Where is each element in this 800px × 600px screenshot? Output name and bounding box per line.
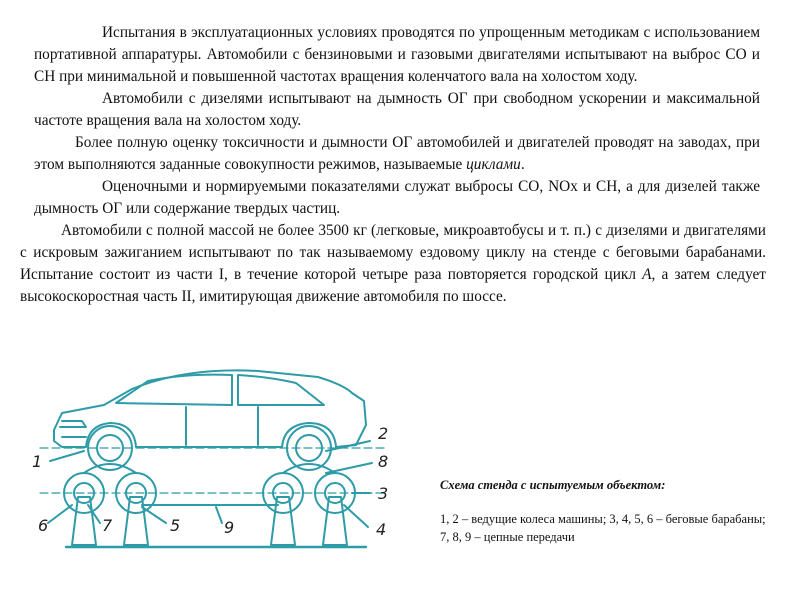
figure-caption bbox=[440, 476, 770, 546]
label-6: 6 bbox=[38, 516, 49, 535]
test-stand-diagram bbox=[26, 355, 416, 560]
caption-body: 1, 2 – ведущие колеса машины; 3, 4, 5, 6 – беговые барабаны; 7, 8, 9 – цепные передачи bbox=[440, 512, 766, 544]
label-2: 2 bbox=[378, 424, 389, 443]
label-9: 9 bbox=[224, 518, 235, 537]
label-8: 8 bbox=[378, 452, 389, 471]
paragraph-2: Автомобили с дизелями испытывают на дымность ОГ при свободном ускорении и максимальной частоте вращения вала на холостом ходу. bbox=[34, 90, 760, 129]
paragraph-5-end: , а затем следует высокоскоростная часть II, имитирующая движение автомобиля по шоссе. bbox=[20, 266, 766, 305]
car-windows bbox=[116, 375, 324, 405]
text-block bbox=[20, 22, 766, 308]
paragraph-5 bbox=[20, 220, 766, 308]
paragraph-3-emphasis: циклами bbox=[466, 156, 521, 173]
paragraph-4: Оценочными и нормируемыми показателями служат выбросы СО, NOx и СН, а для дизелей также дымность ОГ или содержание твердых частиц. bbox=[34, 178, 760, 217]
car-body-outline bbox=[54, 370, 366, 447]
label-7: 7 bbox=[102, 516, 113, 535]
paragraph-1: Испытания в эксплуатационных условиях проводятся по упрощенным методикам с использованием портативной аппаратуры. Автомобили с бензиновыми и газовыми двигателями испытывают на выброс СО и СН при минимальной и повышенной частотах вращения коленчатого вала на холостом ходу. bbox=[34, 24, 760, 85]
label-5: 5 bbox=[170, 516, 181, 535]
caption-title: Схема стенда с испытуемым объектом: bbox=[440, 478, 666, 492]
paragraph-5-emphasis: А bbox=[642, 266, 652, 283]
label-4: 4 bbox=[376, 520, 387, 539]
paragraph-5-text: Автомобили с полной массой не более 3500 кг (легковые, микроавтобусы и т. п.) с дизелями и двигателями с искровым зажиганием испытывают по так называемому ездовому циклу на стенде с беговыми барабанами. Испытание состоит из части I, в течение которой четыре раза повторяется городской цикл bbox=[20, 222, 766, 283]
paragraph-3 bbox=[20, 132, 766, 176]
paragraph-3-text: Более полную оценку токсичности и дымности ОГ автомобилей и двигателей проводят на заводах, при этом выполняются заданные совокупности режимов, называемые bbox=[34, 134, 760, 173]
paragraph-3-end: . bbox=[520, 156, 525, 173]
label-1: 1 bbox=[32, 452, 43, 471]
label-3: 3 bbox=[378, 484, 389, 503]
